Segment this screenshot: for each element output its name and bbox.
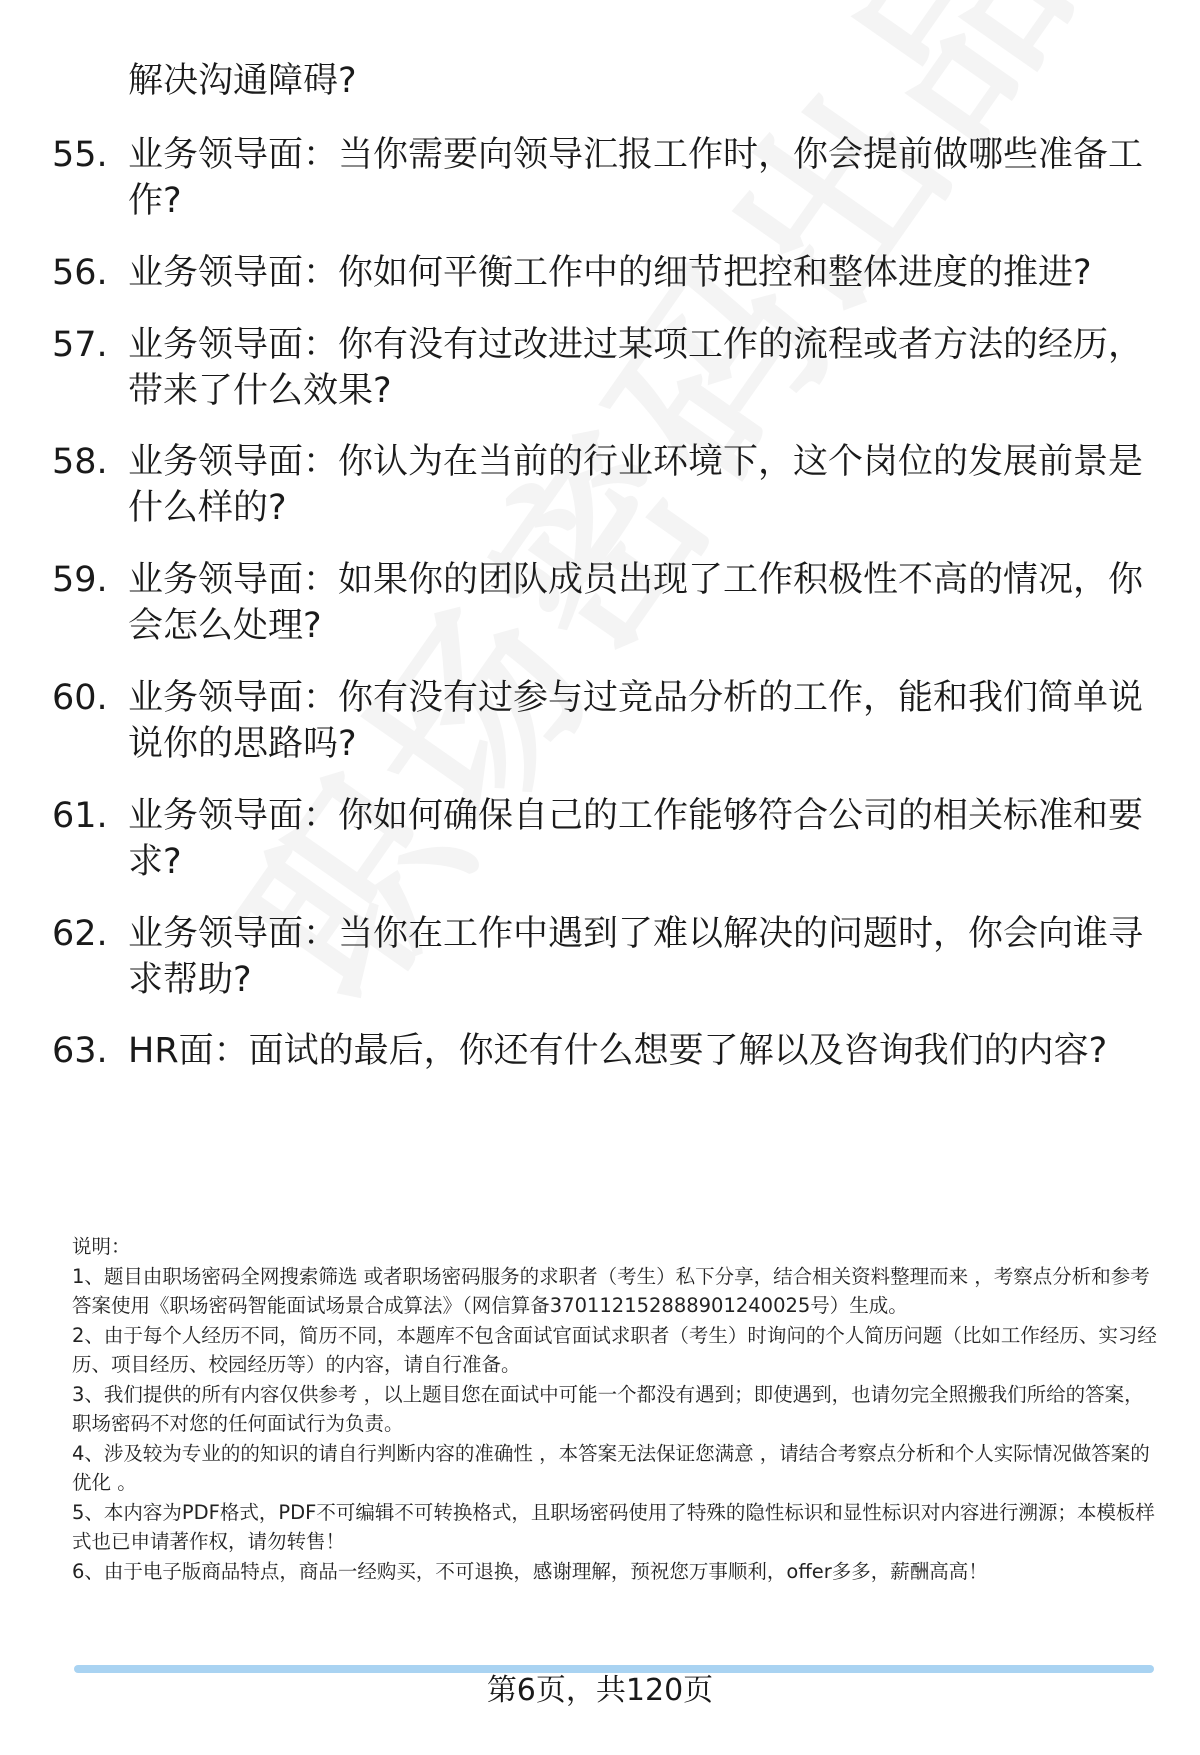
question-text: 业务领导面：你如何平衡工作中的细节把控和整体进度的推进? [128, 253, 1092, 293]
question-text: 业务领导面：当你需要向领导汇报工作时，你会提前做哪些准备工作? [128, 135, 1144, 221]
question-text: HR面：面试的最后，你还有什么想要了解以及咨询我们的内容? [128, 1031, 1108, 1071]
question-text: 业务领导面：你有没有过参与过竞品分析的工作，能和我们简单说说你的思路吗? [128, 678, 1144, 764]
note-item: 6、由于电子版商品特点，商品一经购买，不可退换，感谢理解，预祝您万事顺利，offer多多，薪酬高高！ [72, 1559, 988, 1583]
question-number: 55. [52, 135, 108, 175]
question-text: 业务领导面：你如何确保自己的工作能够符合公司的相关标准和要求? [128, 796, 1144, 882]
note-item: 5、本内容为PDF格式，PDF不可编辑不可转换格式，且职场密码使用了特殊的隐性标识和显性标识对内容进行溯源；本模板样式也已申请著作权，请勿转售！ [72, 1500, 1155, 1553]
question-number: 59. [52, 560, 108, 600]
notes-label: 说明： [72, 1235, 131, 1258]
notes-section [72, 1232, 1162, 1586]
note-item: 3、我们提供的所有内容仅供参考 ，以上题目您在面试中可能一个都没有遇到；即使遇到，也请勿完全照搬我们所给的答案，职场密码不对您的任何面试行为负责。 [72, 1382, 1144, 1435]
note-item: 4、涉及较为专业的的知识的请自行判断内容的准确性 ，本答案无法保证您满意 ，请结合考察点分析和个人实际情况做答案的优化 。 [72, 1441, 1150, 1494]
question-continuation: 解决沟通障碍? [128, 61, 357, 101]
question-number: 63. [52, 1031, 108, 1071]
question-text: 业务领导面：你认为在当前的行业环境下，这个岗位的发展前景是什么样的? [128, 442, 1144, 528]
question-number: 58. [52, 442, 108, 482]
question-text: 业务领导面：如果你的团队成员出现了工作积极性不高的情况，你会怎么处理? [128, 560, 1144, 646]
question-number: 62. [52, 914, 108, 954]
question-text: 业务领导面：当你在工作中遇到了难以解决的问题时，你会向谁寻求帮助? [128, 914, 1144, 1000]
question-number: 57. [52, 325, 108, 365]
question-number: 56. [52, 253, 108, 293]
question-number: 61. [52, 796, 108, 836]
note-item: 1、题目由职场密码全网搜索筛选 或者职场密码服务的求职者（考生）私下分享，结合相关资料整理而来 ，考察点分析和参考答案使用《职场密码智能面试场景合成算法》（网信算备370112152888901240025号）生成。 [72, 1264, 1150, 1317]
page-number: 第6页，共120页 [486, 1673, 714, 1708]
note-item: 2、由于每个人经历不同，简历不同，本题库不包含面试官面试求职者（考生）时询问的个人简历问题（比如工作经历、实习经历、项目经历、校园经历等）的内容，请自行准备。 [72, 1323, 1157, 1376]
question-text: 业务领导面：你有没有过改进过某项工作的流程或者方法的经历，带来了什么效果? [128, 325, 1144, 411]
question-number: 60. [52, 678, 108, 718]
